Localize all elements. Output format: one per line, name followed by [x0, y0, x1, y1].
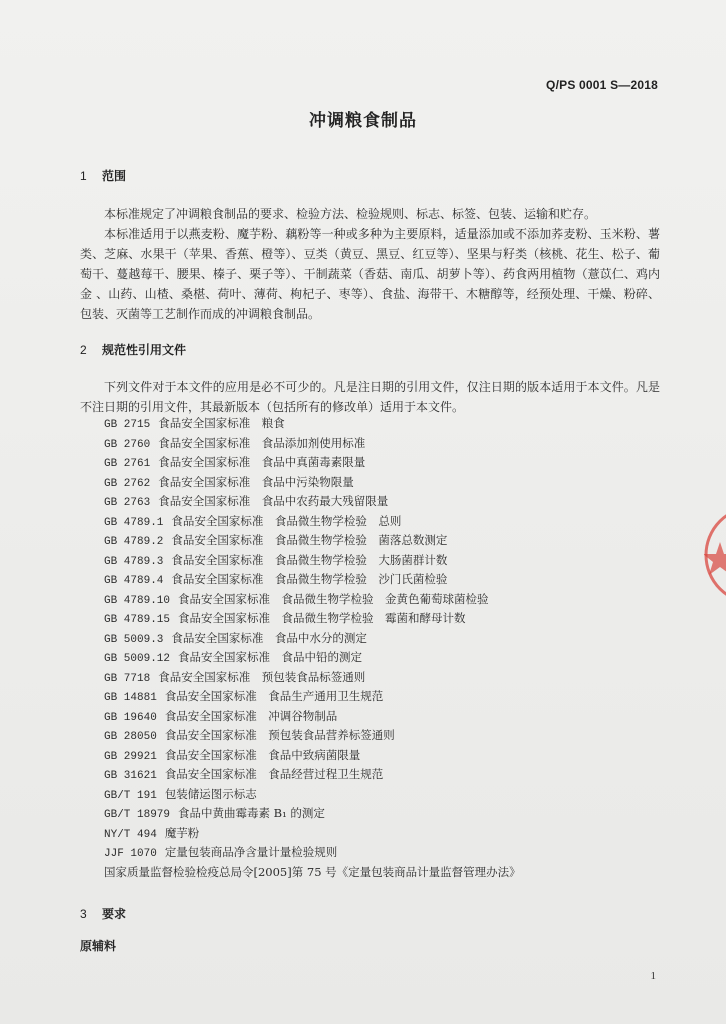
standard-title: 食品安全国家标准 粮食 — [158, 416, 285, 430]
section-requirements-heading — [80, 905, 126, 922]
standard-code: GB 4789.1 — [104, 516, 164, 529]
reference-item — [104, 687, 521, 707]
reference-item — [104, 492, 521, 512]
standard-title: 食品安全国家标准 食品中污染物限量 — [158, 474, 354, 489]
reference-item — [104, 609, 521, 629]
standard-code: GB 2762 — [104, 477, 151, 490]
standard-code: GB 5009.12 — [104, 653, 171, 665]
standard-code: GB/T 18979 — [104, 809, 171, 821]
standard-title: 食品安全国家标准 食品添加剂使用标准 — [158, 435, 366, 450]
reference-item — [104, 629, 521, 649]
standard-title: 食品安全国家标准 预包装食品标签通则 — [158, 669, 366, 684]
reference-item — [104, 785, 521, 805]
reference-item — [104, 746, 521, 766]
standard-title: 食品中黄曲霉毒素 B₁ 的测定 — [178, 806, 325, 820]
page-number: 1 — [650, 970, 656, 982]
standard-code: GB 4789.2 — [104, 536, 164, 548]
reference-item — [104, 707, 521, 727]
standard-code: GB 4789.3 — [104, 555, 164, 568]
standard-code: GB/T 191 — [104, 789, 157, 802]
standard-code: JJF 1070 — [104, 848, 157, 860]
standard-title: 定量包装商品净含量计量检验规则 — [164, 845, 338, 859]
standard-title: 食品安全国家标准 食品经营过程卫生规范 — [164, 767, 384, 781]
section-number: 2 — [80, 343, 87, 357]
reference-item — [104, 804, 521, 824]
standard-title: 食品安全国家标准 食品微生物学检验 菌落总数测定 — [171, 533, 448, 547]
standard-title: 食品安全国家标准 食品微生物学检验 霉菌和酵母计数 — [178, 611, 466, 625]
standard-code: GB 14881 — [104, 692, 157, 704]
scope-paragraph-1: 本标准规定了冲调粮食制品的要求、检验方法、检验规则、标志、标签、包装、运输和贮存。 — [104, 207, 597, 221]
standard-title: 食品安全国家标准 食品微生物学检验 沙门氏菌检验 — [171, 572, 448, 586]
standard-code: GB 29921 — [104, 750, 157, 763]
reference-list — [104, 414, 521, 882]
subsection-raw-materials-heading: 原辅料 — [80, 939, 117, 953]
reference-item — [104, 434, 521, 454]
reference-item — [104, 473, 521, 493]
standard-title: 食品安全国家标准 食品中铅的测定 — [178, 650, 363, 664]
standard-title: 食品安全国家标准 冲调谷物制品 — [164, 708, 338, 723]
standard-title: 食品安全国家标准 食品中水分的测定 — [171, 630, 367, 645]
section-title: 范围 — [102, 169, 127, 183]
standard-code: GB 5009.3 — [104, 633, 164, 646]
standard-code: NY/T 494 — [104, 828, 157, 841]
standard-code: GB 4789.4 — [104, 575, 164, 587]
standard-title: 食品安全国家标准 预包装食品营养标签通则 — [164, 728, 395, 742]
section-title: 规范性引用文件 — [102, 343, 187, 357]
reference-item — [104, 414, 521, 434]
standard-title: 食品安全国家标准 食品生产通用卫生规范 — [164, 689, 384, 703]
standard-code: GB 2760 — [104, 438, 151, 451]
reference-item — [104, 512, 521, 532]
section-scope-heading — [80, 167, 126, 184]
standard-title: 国家质量监督检验检疫总局令[2005]第 75 号《定量包装商品计量监督管理办法》 — [104, 864, 521, 879]
standard-code: GB 19640 — [104, 711, 157, 724]
standard-code: GB 2715 — [104, 419, 151, 431]
standard-code: GB 2763 — [104, 497, 151, 509]
document-title: 冲调粮食制品 — [309, 111, 417, 131]
reference-item — [104, 843, 521, 863]
reference-item — [104, 531, 521, 551]
standard-title: 食品安全国家标准 食品微生物学检验 总则 — [171, 513, 402, 528]
section-number: 1 — [80, 169, 87, 183]
reference-item — [104, 570, 521, 590]
reference-item — [104, 765, 521, 785]
reference-item — [104, 863, 521, 883]
standard-title: 食品安全国家标准 食品中农药最大残留限量 — [158, 494, 389, 508]
section-title: 要求 — [102, 907, 127, 921]
reference-item — [104, 648, 521, 668]
refs-intro-paragraph: 下列文件对于本文件的应用是必不可少的。凡是注日期的引用文件，仅注日期的版本适用于本文件。凡是不注日期的引用文件，其最新版本（包括所有的修改单）适用于本文件。 — [80, 380, 660, 414]
standard-code: GB 4789.15 — [104, 614, 171, 626]
standard-code: GB 7718 — [104, 672, 151, 685]
standard-title: 食品安全国家标准 食品微生物学检验 大肠菌群计数 — [171, 552, 448, 567]
reference-item — [104, 824, 521, 844]
seal-stamp — [704, 480, 726, 630]
section-number: 3 — [80, 907, 87, 921]
standard-code: GB 28050 — [104, 731, 157, 743]
standard-code: GB 4789.10 — [104, 594, 171, 607]
reference-item — [104, 726, 521, 746]
scope-paragraph-2: 本标准适用于以燕麦粉、魔芋粉、藕粉等一种或多种为主要原料，适量添加或不添加荞麦粉、玉米粉、薯类、芝麻、水果干（苹果、香蕉、橙等）、豆类（黄豆、黑豆、红豆等）、坚果与籽类（核桃、花生、松子、葡萄干、蔓越莓干、腰果、榛子、栗子等）、干制蔬菜（香菇、南瓜、胡萝卜等）、药食两用植物（薏苡仁、鸡内金 、山药、山楂、桑椹、荷叶、薄荷、枸杞子、枣等）、食盐、海带干、木糖醇等，经预处理、干燥、粉碎、包装、灭菌等工艺制作而成的冲调粮食制品。 — [80, 227, 660, 321]
standard-title: 包装储运图示标志 — [164, 786, 257, 801]
standard-code: GB 31621 — [104, 770, 157, 782]
reference-item — [104, 590, 521, 610]
reference-item — [104, 453, 521, 473]
standard-title: 食品安全国家标准 食品中致病菌限量 — [164, 747, 361, 762]
reference-item — [104, 668, 521, 688]
reference-item — [104, 551, 521, 571]
standard-title: 食品安全国家标准 食品微生物学检验 金黄色葡萄球菌检验 — [178, 591, 489, 606]
document-code: Q/PS 0001 S—2018 — [546, 78, 658, 92]
section-refs-heading — [80, 341, 186, 358]
standard-title: 食品安全国家标准 食品中真菌毒素限量 — [158, 455, 366, 469]
standard-title: 魔芋粉 — [164, 825, 200, 840]
standard-code: GB 2761 — [104, 458, 151, 470]
